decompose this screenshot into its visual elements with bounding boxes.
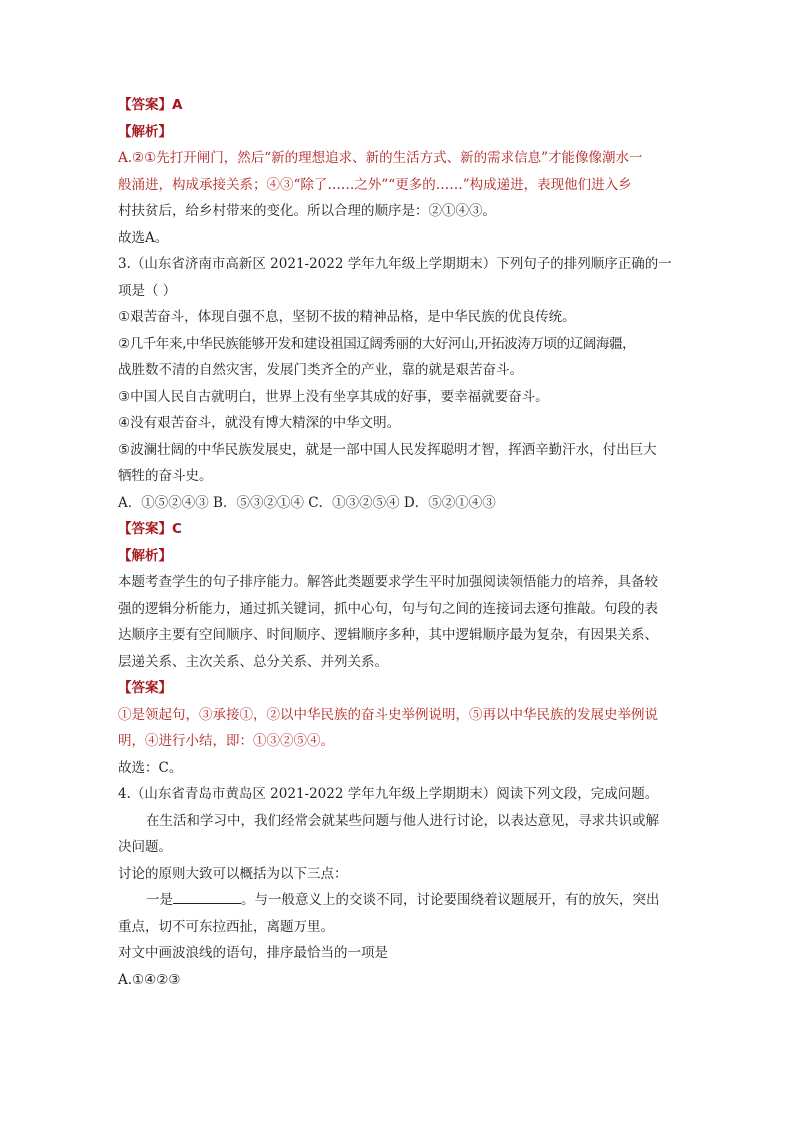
q3-analysis-line-2: 强的逻辑分析能力，通过抓关键词，抓中心句，句与句之间的连接词去逐句推敲。句段的表 — [118, 600, 658, 617]
q3-detail-line-2: 明，④进行小结，即：①③②⑤④。 — [118, 733, 334, 749]
q3-sentence-2-line-2: 战胜数不清的自然灾害，发展门类齐全的产业，靠的就是艰苦奋斗。 — [118, 362, 523, 378]
q4-paragraph-1-line-1: 在生活和学习中，我们经常会就某些问题与他人进行讨论，以表达意见，寻求共识或解 — [146, 812, 659, 829]
detail-tag: 【答案】 — [118, 680, 172, 696]
q3-conclusion: 故选：C。 — [118, 759, 183, 776]
answer-value: C — [172, 521, 182, 537]
q3-sentence-1: ①艰苦奋斗，体现自强不息，坚韧不拔的精神品格，是中华民族的优良传统。 — [118, 309, 576, 325]
q3-options: A．①⑤②④③ B．⑤③②①④ C．①③②⑤④ D．⑤②①④③ — [118, 494, 496, 511]
q3-stem-line-1: 3.（山东省济南市高新区 2021-2022 学年九年级上学期期末）下列句子的排列顺序正确的一 — [118, 256, 672, 272]
q3-analysis-line-1: 本题考查学生的句子排序能力。解答此类题要求学生平时加强阅读领悟能力的培养，具备较 — [118, 574, 658, 590]
q3-detail-line-1: ①是领起句，③承接①，②以中华民族的奋斗史举例说明，⑤再以中华民族的发展史举例说 — [118, 706, 658, 723]
q3-sentence-5-line-2: 牺牲的奋斗史。 — [118, 468, 213, 484]
analysis-tag: 【解析】 — [118, 547, 172, 564]
q2-analysis-heading — [118, 119, 692, 146]
q4-paragraph-1-line-2: 决问题。 — [118, 839, 172, 855]
analysis-tag: 【解析】 — [118, 123, 172, 140]
q3-sentence-4: ④没有艰苦奋斗，就没有博大精深的中华文明。 — [118, 415, 401, 431]
q3-sentence-2-line-1: ②几千年来,中华民族能够开发和建设祖国辽阔秀丽的大好河山,开拓波涛万顷的辽阔海疆， — [118, 335, 636, 352]
answer-tag: 【答案】 — [118, 97, 172, 113]
q2-analysis-line-3: 村扶贫后，给乡村带来的变化。所以合理的顺序是：②①④③。 — [118, 203, 496, 219]
q4-option-a: A.①④②③ — [118, 971, 181, 988]
answer-value: A — [172, 97, 183, 113]
q2-analysis-line-2: 般涌进，构成承接关系；④③“除了……之外”“更多的……”构成递进，表现他们进入乡 — [118, 176, 632, 193]
q3-sentence-3: ③中国人民自古就明白，世界上没有坐享其成的好事，要幸福就要奋斗。 — [118, 388, 549, 405]
q3-stem-line-2: 项是（ ） — [118, 282, 177, 299]
q3-analysis-line-4: 层递关系、主次关系、总分关系、并列关系。 — [118, 653, 388, 670]
document-page — [118, 92, 692, 993]
q2-answer-line — [118, 92, 692, 119]
q4-paragraph-3-line-2: 重点，切不可东拉西扯，离题万里。 — [118, 918, 334, 935]
q3-sentence-5-line-1: ⑤波澜壮阔的中华民族发展史，就是一部中国人民发挥聪明才智，挥洒辛勤汗水，付出巨大 — [118, 441, 657, 458]
q3-answer-line — [118, 516, 692, 543]
q2-analysis-line-1: A.②①先打开闸门，然后“新的理想追求、新的生活方式、新的需求信息”才能像像潮水一 — [118, 150, 643, 166]
q3-analysis-line-3: 达顺序主要有空间顺序、时间顺序、逻辑顺序多种，其中逻辑顺序最为复杂，有因果关系、 — [118, 627, 658, 643]
q2-conclusion: 故选A。 — [118, 229, 169, 246]
q4-p3-rest: 。与一般意义上的交谈不同，讨论要围绕着议题展开，有的放矢，突出 — [241, 892, 660, 908]
q3-detail-heading — [118, 675, 692, 702]
fill-blank — [173, 889, 241, 904]
q4-paragraph-3-line-1 — [118, 887, 692, 914]
q4-p3-start: 一是 — [146, 892, 173, 908]
q4-paragraph-2: 讨论的原则大致可以概括为以下三点： — [118, 865, 348, 882]
answer-tag: 【答案】 — [118, 521, 172, 537]
q4-stem: 4.（山东省青岛市黄岛区 2021-2022 学年九年级上学期期末）阅读下列文段，完成问题。 — [118, 786, 659, 802]
q3-analysis-heading — [118, 543, 692, 570]
q4-question: 对文中画波浪线的语句，排序最恰当的一项是 — [118, 945, 388, 961]
